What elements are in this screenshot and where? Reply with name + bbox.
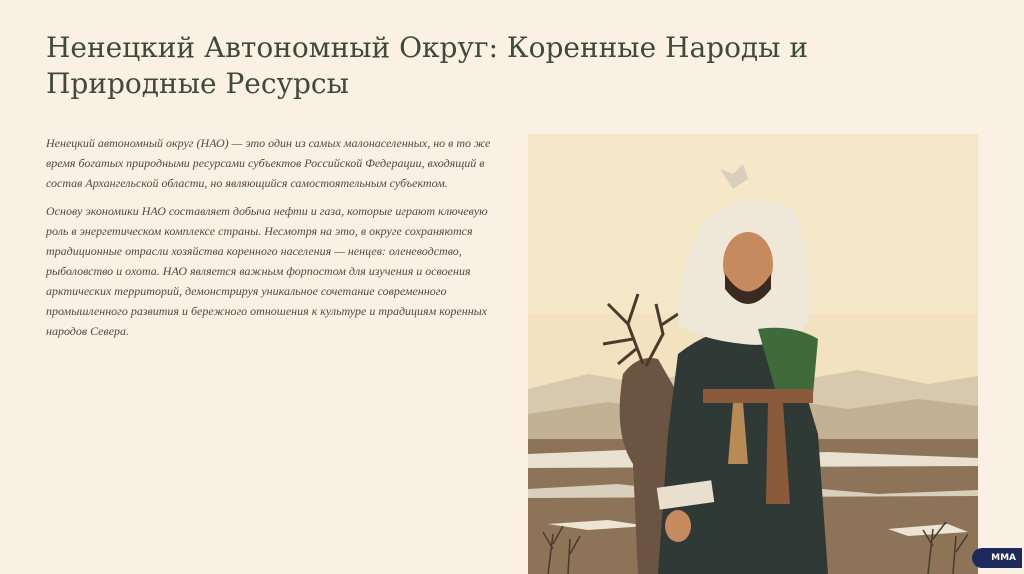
brand-badge[interactable]: MMA xyxy=(972,548,1022,568)
economy-paragraph: Основу экономики НАО составляет добыча нефти и газа, которые играют ключевую роль в энергетическом комплексе страны. Несмотря на это, в округе сохраняются традиционные отрасли хозяйства коренного населения — ненцев: оленеводство, рыболовство и охота. НАО является важным форпостом для изучения и освоения арктических территорий, демонстрируя уникальное сочетание современного промышленного развития и бережного отношения к культуре и традициям коренных народов Севера. xyxy=(46,204,488,338)
page-title: Ненецкий Автономный Округ: Коренные Народы и Природные Ресурсы xyxy=(46,31,809,100)
intro-paragraph: Ненецкий автономный округ (НАО) — это один из самых малонаселенных, но в то же время богатых природными ресурсами субъектов Российской Федерации, входящий в состав Архангельской области, но являющийся самостоятельным субъектом. xyxy=(46,136,491,190)
nenets-herder-illustration xyxy=(528,134,978,574)
body-text xyxy=(46,133,506,349)
illustration-image xyxy=(528,134,978,574)
